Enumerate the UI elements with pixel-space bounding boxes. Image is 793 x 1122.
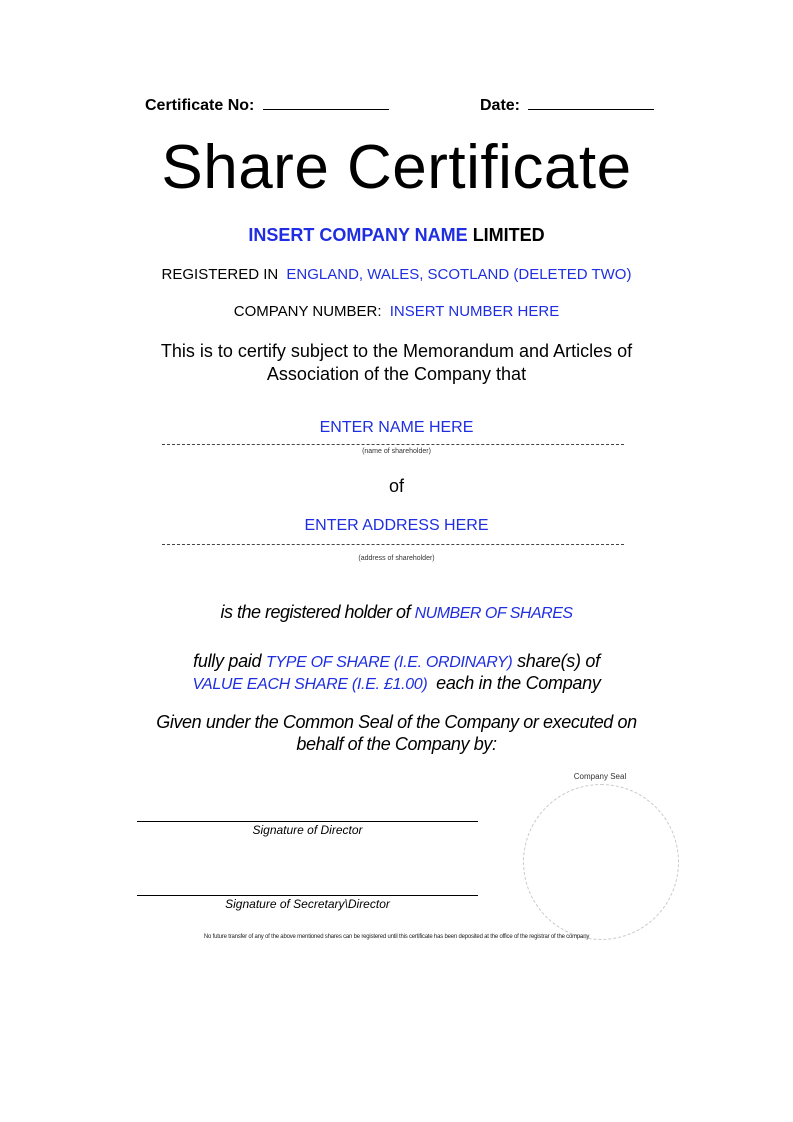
share-value[interactable]: VALUE EACH SHARE (I.E. £1.00) bbox=[192, 676, 428, 693]
company-seal-label: Company Seal bbox=[573, 772, 627, 781]
shareholder-address-line bbox=[162, 544, 624, 545]
company-name-placeholder[interactable]: INSERT COMPANY NAME bbox=[248, 225, 468, 245]
secretary-signature-line[interactable] bbox=[137, 895, 478, 896]
footer-note: No future transfer of any of the above mentioned shares can be registered until this certificate has been deposited at the office of the registrar of the company bbox=[203, 934, 590, 940]
fully-paid-text: fully paid bbox=[193, 651, 262, 671]
given-paragraph bbox=[0, 711, 793, 755]
holder-line bbox=[0, 602, 793, 623]
company-name-line bbox=[0, 225, 793, 246]
holder-text: is the registered holder of bbox=[220, 602, 411, 622]
director-caption: Signature of Director bbox=[252, 823, 363, 837]
shares-text: share(s) of bbox=[517, 651, 600, 671]
page-title: Share Certificate bbox=[161, 133, 632, 202]
company-seal-circle[interactable] bbox=[523, 784, 679, 940]
company-number-value[interactable]: INSERT NUMBER HERE bbox=[389, 303, 560, 320]
each-text: each in the Company bbox=[436, 673, 601, 693]
certify-paragraph bbox=[0, 340, 793, 386]
date-label: Date: bbox=[480, 97, 521, 114]
company-suffix: LIMITED bbox=[472, 225, 545, 245]
shareholder-address[interactable]: ENTER ADDRESS HERE bbox=[304, 517, 489, 534]
director-signature-line[interactable] bbox=[137, 821, 478, 822]
secretary-caption: Signature of Secretary\Director bbox=[225, 897, 390, 911]
number-of-shares[interactable]: NUMBER OF SHARES bbox=[414, 605, 573, 622]
certify-line-1: This is to certify subject to the Memorandum and Articles of bbox=[160, 341, 633, 361]
registered-value[interactable]: ENGLAND, WALES, SCOTLAND (DELETED TWO) bbox=[286, 266, 632, 283]
date-field bbox=[480, 95, 654, 115]
given-line-1: Given under the Common Seal of the Company or executed on bbox=[156, 712, 637, 732]
of-text: of bbox=[388, 476, 404, 496]
registered-label: REGISTERED IN bbox=[161, 266, 279, 283]
certificate-no-blank[interactable] bbox=[263, 95, 389, 110]
certificate-no-label: Certificate No: bbox=[145, 97, 255, 114]
shareholder-name-caption: (name of shareholder) bbox=[362, 448, 431, 455]
shareholder-address-caption: (address of shareholder) bbox=[358, 555, 435, 562]
share-value-line bbox=[0, 673, 793, 694]
registered-line bbox=[0, 266, 793, 283]
date-blank[interactable] bbox=[528, 95, 654, 110]
shareholder-name[interactable]: ENTER NAME HERE bbox=[319, 419, 474, 436]
given-line-2: behalf of the Company by: bbox=[296, 734, 497, 754]
company-number-line bbox=[0, 303, 793, 320]
certificate-no-field bbox=[145, 95, 389, 115]
shareholder-name-line bbox=[162, 444, 624, 445]
share-type-line bbox=[0, 651, 793, 672]
company-number-label: COMPANY NUMBER: bbox=[233, 303, 382, 320]
certify-line-2: Association of the Company that bbox=[266, 364, 527, 384]
share-type[interactable]: TYPE OF SHARE (I.E. ORDINARY) bbox=[265, 654, 513, 671]
